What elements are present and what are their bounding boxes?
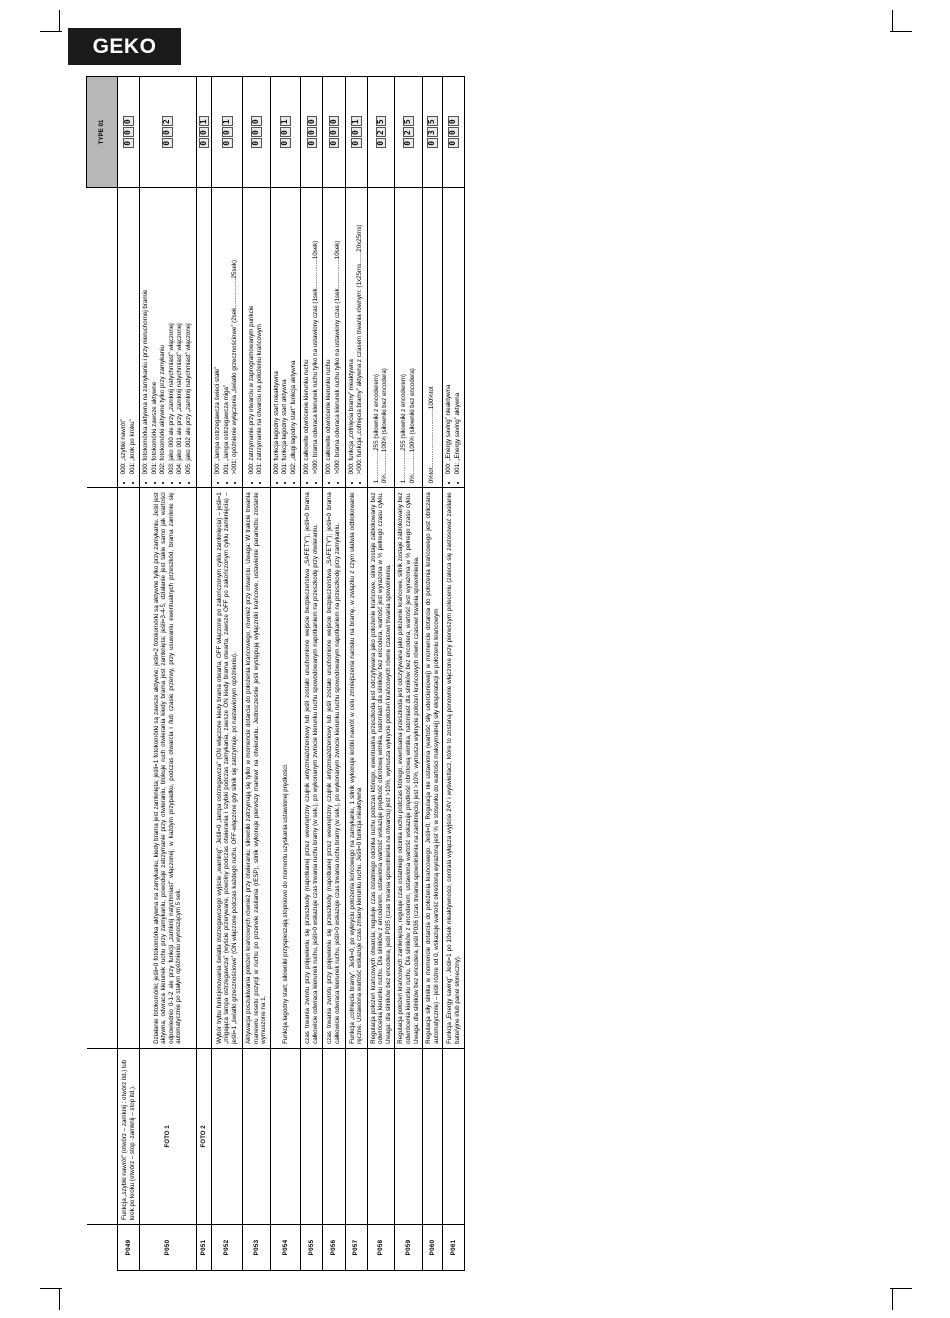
- seven-segment-digit: 0: [250, 139, 260, 146]
- header-type: TYPE 01: [87, 77, 118, 188]
- seven-segment-digit: 0: [306, 129, 316, 135]
- parameter-function: [423, 1048, 443, 1224]
- parameter-code: P049: [118, 1224, 140, 1270]
- seven-segment-digit: 0: [448, 129, 458, 135]
- parameter-description: [196, 488, 212, 1048]
- parameter-description: Wybór trybu funkcjonowania światła ostrzegawczego wyjście „warning”: Jeśli=0 „lampa ostrzegawcza” (ON włączone kiedy brama otwarta, OFF włączone po zakończonym cyklu zamknięcia) – jeśli=1 „migająca lampa ostrzegawcza” (wyście przerywane, powolny podczas otwierania i szybki podczas zamykania, zawsze ON kiedy brama otwarta, zawsze OFF po zakończonym cyklu zamknięcia) – jeśli=1 „światło grzecznościowe” (ON włączone podczas każdego ruchu, OFF-włączone gdy silnik się zatrzymuje, po nastawionym opóźnieniu).: [212, 488, 243, 1048]
- parameter-value-item: • 001: funkcja łagodny start aktywna: [281, 192, 289, 474]
- parameter-value-item: • 004: jako 001 ale przy „zamknij natychmiast” włączonej: [176, 192, 184, 474]
- parameter-value-item: 0%tot..................................100%tot: [428, 386, 436, 484]
- parameter-values: [367, 188, 395, 488]
- seven-segment-digit: 0: [306, 118, 316, 125]
- parameter-value-item: • 000: całkowite odwrócenie kierunku ruchu: [303, 192, 311, 474]
- crop-mark-top-left-horizontal: [40, 31, 62, 32]
- parameter-description: Aktywacja poszukiwania położeń krańcowych również przy otwieraniu; siłowniki zatrzymają się tylko w momencie dotarcia do położenia krańcowego, również przy otwarciu. Uwaga: W trakcie trwania manewru resetu pozycji w ruchu po przerwie zasilania (rESP), silnik wykonuje pierwszy manewr na otwieraniu. Jednocześnie jeśli występują wyłączniki krańcowe, ustawienie parametru zostanie wymuszone na 1.: [242, 488, 270, 1048]
- parameter-description: Funkcja „Energy saving”. Jeśli=1 po 10sek nieaktywności, centrala wyłącza wyjścia 24V i wyświetlacz, które to zostaną ponownie włączone przy pierwszym poleceniu (zaleca się zastosować zasilanie bateryjne i/lub panel słoneczny).: [443, 488, 465, 1048]
- parameter-value-item: • >001: opóźnienie wyłączenia „światło grzecznościowe” (2sek.................25sek): [231, 192, 239, 474]
- crop-mark-bottom-left-vertical: [59, 1288, 60, 1310]
- parameter-code: P053: [242, 1224, 270, 1270]
- parameter-default-value: [212, 77, 243, 188]
- seven-segment-digit: 0: [375, 139, 385, 146]
- parameter-value-item: • 001: „krok po kroku”: [129, 192, 137, 474]
- seven-segment-digit: 0: [250, 118, 260, 125]
- table-row: [270, 77, 301, 1271]
- table-row: [367, 77, 395, 1271]
- seven-segment-digit: 0: [198, 139, 208, 146]
- seven-segment-digit: 2: [403, 129, 413, 135]
- seven-segment-digit: 0: [328, 139, 338, 146]
- table-header: [87, 77, 118, 1271]
- rotated-table-container: [86, 76, 812, 1271]
- parameter-code: P054: [270, 1224, 301, 1270]
- table-row: [196, 77, 212, 1271]
- parameter-description: Regulacja położeń krańcowych otwarcia; reguluje czas ostatniego odcinka ruchu podczas którego, ewentualna przeszkoda jest odczytywana jako położenie krańcowe, silnik zostaje zablokowany bez odwrócenia kierunku ruchu. Dla silników z encoderem, ustawiona wartość wskazuje prędkość obrotową wirnika, natomiast dla silników bez encodera, wartość jest wyrażona w % pełnego czasu cyklu. Uwaga: dla silników bez encodera, jeśli P035 (czas trwania spowolnienia na otwarciu) jest >10%, wymusza wykrycie położeń krańcowych równe czasowi trwania spowolnienia.: [367, 488, 395, 1048]
- seven-segment-digit: 0: [350, 129, 360, 135]
- seven-segment-digit: 0: [123, 139, 133, 146]
- header-values: [87, 188, 118, 488]
- parameter-value-item: • 000: funkcja łagodny start nieaktywna: [273, 192, 281, 474]
- parameter-values: [118, 188, 140, 488]
- header-code: [87, 1224, 118, 1270]
- parameter-function: [270, 1048, 301, 1224]
- parameter-code: P058: [367, 1224, 395, 1270]
- parameter-values: [140, 188, 196, 488]
- parameter-value-item: • 001: „lampa ostrzegawcza miga”: [223, 192, 231, 474]
- parameter-code: P061: [443, 1224, 465, 1270]
- parameter-value-item: • 002: fotokomórki aktywne tylko przy zamykaniu: [159, 192, 167, 474]
- parameter-value-item: • 000: zatrzymanie przy otwarciu w zaprogramowanym punkcie: [248, 192, 256, 474]
- parameter-value-item: 1.................255 (siłowniki z encoderem): [400, 374, 408, 484]
- table-row: [212, 77, 243, 1271]
- parameter-value-item: • 001: zatrzymanie na otwarciu na położeniu krańcowym: [256, 192, 264, 474]
- parameter-value-item: • 000: fotokomórka aktywna na zamykaniu i przy nieruchomej bramie: [142, 192, 150, 474]
- seven-segment-digit: 1: [198, 118, 208, 125]
- parameter-function: [443, 1048, 465, 1224]
- parameter-default-value: [367, 77, 395, 188]
- table-row: [118, 77, 140, 1271]
- crop-mark-top-left-vertical: [59, 10, 60, 32]
- parameter-value-item: 0%.............100% (siłowniki bez encodera): [408, 368, 416, 484]
- seven-segment-digit: 0: [448, 118, 458, 125]
- parameter-default-value: [242, 77, 270, 188]
- parameter-code: P055: [301, 1224, 323, 1270]
- table-row: [423, 77, 443, 1271]
- seven-segment-digit: 0: [162, 129, 172, 135]
- seven-segment-digit: 0: [328, 129, 338, 135]
- table-row: [301, 77, 323, 1271]
- parameter-default-value: [196, 77, 212, 188]
- table-row: [345, 77, 367, 1271]
- parameter-value-item: • >000: brama odwraca kierunek ruchu tylko na ustawiony czas (1sek.................10sek): [312, 192, 320, 474]
- parameter-function: [395, 1048, 423, 1224]
- parameter-value-item: • 002: „długi łagodny start” funkcja aktywna: [290, 192, 298, 474]
- crop-mark-top-right-horizontal: [890, 31, 912, 32]
- parameter-value-item: 0%.............100% (siłowniki bez encodera): [381, 368, 389, 484]
- parameter-description: Regulacja siły silnika w momencie dotarcia do położenia krańcowego. Jeśli=0, Regulacja nie ustawiona (wartość siły udercieniowej) w momencie dotarcia do położenia krańcowego jest obliczana automatycznie) – jeśli różne od 0, wskazuje wartość określoną wyrażoną jest % w stosunku do wartości maksymalnej) siły ekspolatacji w położeniu krańcowym: [423, 488, 443, 1048]
- seven-segment-digit: 3: [427, 129, 437, 135]
- brand-logo: GEKO: [68, 28, 181, 65]
- seven-segment-digit: 1: [280, 118, 290, 125]
- seven-segment-digit: 5: [427, 118, 437, 125]
- parameter-function: [345, 1048, 367, 1224]
- parameter-value-item: • 000: „szybki nawrót”: [120, 192, 128, 474]
- parameter-values: [423, 188, 443, 488]
- parameter-values: [395, 188, 423, 488]
- parameter-description: Regulacja położeń krańcowych zamknięcia; reguluje czas ostatniego odcinka ruchu podczas którego, ewentualna przeszkoda jest odczytywana jako położenie krańcowe, silnik zostaje zablokowany bez odwrócenia kierunku ruchu. Dla silników z encoderem, ustawiona wartość wskazuje prędkość obrotową wirnika, natomiast dla silników bez encodera, wartość jest wyrażona w % pełnego czasu cyklu. Uwaga: dla silników bez encodera, jeśli P036 (czas trwania spowolnienia na zamknięciu) jest >10%, wymusza wykrycie położeń krańcowych równe czasowi trwania spowolnienia.: [395, 488, 423, 1048]
- parameter-description: Działanie fotokomórki; jeśli=0 fotokomórka aktywna na zamykaniu, kiedy brama jest zamknięta; jeśli=1 fotokomórki są zawsze aktywne; jeśli=2 fotokomórki są aktywne tylko przy zamykaniu. Jeśli jest aktywna, odwraca kierunek ruchu przy zamykaniu, powoduje zatrzymanie przy otwieraniu, blokuje ruch otwierania kiedy brama jest zamknięta; jeśli=3-4-5, działanie jest takie samo jak wartości odpowiednio 0-1-2 ale przy funkcji „zamknij natychmiast” włączonej; w każdym przypadku, podczas otwarcia i /lub czasie przerwy, przy usuwaniu ewentualnych przeszkód, brama zamknie się automatycznie po stałym opóźnieniu wynoszącym 5 sek.: [140, 488, 196, 1048]
- parameter-values: [270, 188, 301, 488]
- parameter-function: [242, 1048, 270, 1224]
- parameter-default-value: [140, 77, 196, 188]
- parameter-description: Funkcja „cofnięcia bramy”. Jeśli=0, po wykryciu położenia końcowego na zamykaniu, 1 silnik wykonuje krótki nawrót w celu zmniejszenia nacisku na bramę, w związku z czym ułatwia odblokowanie ręczne. Ustawiona wartość wskazuje czas zmiany kierunku ruchu. Jeśli=0 funkcja nieaktywna: [345, 488, 367, 1048]
- parameter-code: P060: [423, 1224, 443, 1270]
- seven-segment-digit: 1: [221, 118, 231, 125]
- parameter-value-item: 1.................255 (siłowniki z encoderem): [372, 374, 380, 484]
- parameter-value-item: • 001: fotokomórki zawsze aktywne: [151, 192, 159, 474]
- parameter-default-value: [323, 77, 345, 188]
- crop-mark-bottom-left-horizontal: [40, 1288, 62, 1289]
- table-row: [323, 77, 345, 1271]
- seven-segment-digit: 0: [250, 129, 260, 135]
- crop-mark-bottom-right-vertical: [892, 1288, 893, 1310]
- parameter-description: [118, 488, 140, 1048]
- seven-segment-digit: 0: [221, 129, 231, 135]
- seven-segment-digit: 0: [403, 139, 413, 146]
- parameter-function: [367, 1048, 395, 1224]
- parameter-default-value: [345, 77, 367, 188]
- parameter-default-value: [270, 77, 301, 188]
- table-row: [443, 77, 465, 1271]
- table-body: [118, 77, 465, 1271]
- parameter-function: [212, 1048, 243, 1224]
- parameter-value-item: • >000: brama odwraca kierunek ruchu tylko na ustawiony czas (1sek.................10sek): [334, 192, 342, 474]
- parameter-values: [212, 188, 243, 488]
- seven-segment-digit: 5: [403, 118, 413, 125]
- table-row: [242, 77, 270, 1271]
- parameter-default-value: [301, 77, 323, 188]
- parameter-function: [323, 1048, 345, 1224]
- seven-segment-digit: 0: [123, 129, 133, 135]
- parameter-values: [242, 188, 270, 488]
- seven-segment-digit: 0: [280, 139, 290, 146]
- parameter-values: [443, 188, 465, 488]
- parameter-function: Funkcja „szybki nawrót” (otwórz – zamknij : otwórz itd.) lub krok po kroku (otwórz – stop ·zamknij – stop itd.).: [118, 1048, 140, 1224]
- seven-segment-digit: 0: [221, 139, 231, 146]
- seven-segment-digit: 5: [375, 118, 385, 125]
- parameter-default-value: [395, 77, 423, 188]
- parameter-default-value: [423, 77, 443, 188]
- header-description: [87, 488, 118, 1048]
- seven-segment-digit: 0: [350, 139, 360, 146]
- seven-segment-digit: 2: [162, 118, 172, 125]
- parameter-value-item: • 003: jako 000 ale przy „zamknij natychmiast” włączonej: [168, 192, 176, 474]
- seven-segment-digit: 0: [123, 118, 133, 125]
- table-row: [140, 77, 196, 1271]
- parameter-code: P057: [345, 1224, 367, 1270]
- parameter-code: P051: [196, 1224, 212, 1270]
- parameter-value-item: • 000: całkowite odwrócenie kierunku ruchu: [325, 192, 333, 474]
- parameter-function: [301, 1048, 323, 1224]
- parameter-function: FOTO 2: [196, 1048, 212, 1224]
- parameter-value-item: • 000: „Energy saving” nieaktywna: [445, 192, 453, 474]
- parameter-value-item: • >000: funkcja „cofnięcia bramy” aktywna z czasem trwania równym: (1x25ms.......20x25ms): [356, 192, 364, 474]
- parameter-default-value: [118, 77, 140, 188]
- parameter-description: Funkcja łagodny start; siłowniki przyspieszają stopniowo do momentu uzyskania ustawionej prędkości.: [270, 488, 301, 1048]
- parameter-values: [301, 188, 323, 488]
- seven-segment-digit: 0: [448, 139, 458, 146]
- parameter-value-item: • 000: funkcja „cofnięcia bramy” nieaktywna: [348, 192, 356, 474]
- seven-segment-digit: 0: [328, 118, 338, 125]
- parameter-description: czas trwania zwrotu przy pojęwieniu się przeszkody (napotkanej przez wewnętrzny czujnik antyzmiażdżeniowy lub jeśli zostało uruchomione wejście bezpieczeństwa „SAFETY”); jeśli=0 brama całkowicie odwraca kierunek ruchu, jeśli>0 wskazuje czas trwania ruchu bramy (w sek.), po wykonanym zwrocie kierunku ruchu spowodowanym napotkaniem na przeszkodę przy zamykaniu.: [323, 488, 345, 1048]
- parameter-code: P056: [323, 1224, 345, 1270]
- seven-segment-digit: 0: [306, 139, 316, 146]
- parameter-table: [86, 76, 465, 1271]
- table-row: [395, 77, 423, 1271]
- parameter-values: [196, 188, 212, 488]
- header-function: [87, 1048, 118, 1224]
- parameter-code: P050: [140, 1224, 196, 1270]
- parameter-values: [345, 188, 367, 488]
- seven-segment-digit: 2: [375, 129, 385, 135]
- parameter-value-item: • 005: jako 002 ale przy „zamknij natychmiast” włączonej: [185, 192, 193, 474]
- seven-segment-digit: 0: [280, 129, 290, 135]
- seven-segment-digit: 1: [350, 118, 360, 125]
- crop-mark-bottom-right-horizontal: [890, 1288, 912, 1289]
- parameter-function: FOTO 1: [140, 1048, 196, 1224]
- parameter-description: czas trwania zwrotu przy pojęwieniu się przeszkody (napotkanej przez wewnętrzny czujnik antyzmiażdżeniowy lub jeśli zostało uruchomione wejście bezpieczeństwa „SAFETY”); jeśli=0 brama całkowicie odwraca kierunek ruchu, jeśli>0 wskazuje czas trwania ruchu bramy (w sek.), po wykonanym zwrocie kierunku ruchu spowodowanym napotkaniem na przeszkodę przy otwieraniu.: [301, 488, 323, 1048]
- parameter-value-item: • 000: „lampa ostrzegawcza świeci stałe”: [214, 192, 222, 474]
- seven-segment-digit: 0: [198, 129, 208, 135]
- seven-segment-digit: 0: [427, 139, 437, 146]
- seven-segment-digit: 0: [162, 139, 172, 146]
- parameter-values: [323, 188, 345, 488]
- crop-mark-top-right-vertical: [892, 10, 893, 32]
- parameter-code: P059: [395, 1224, 423, 1270]
- parameter-code: P052: [212, 1224, 243, 1270]
- parameter-default-value: [443, 77, 465, 188]
- parameter-value-item: • 001: „Energy saving” aktywna: [454, 192, 462, 474]
